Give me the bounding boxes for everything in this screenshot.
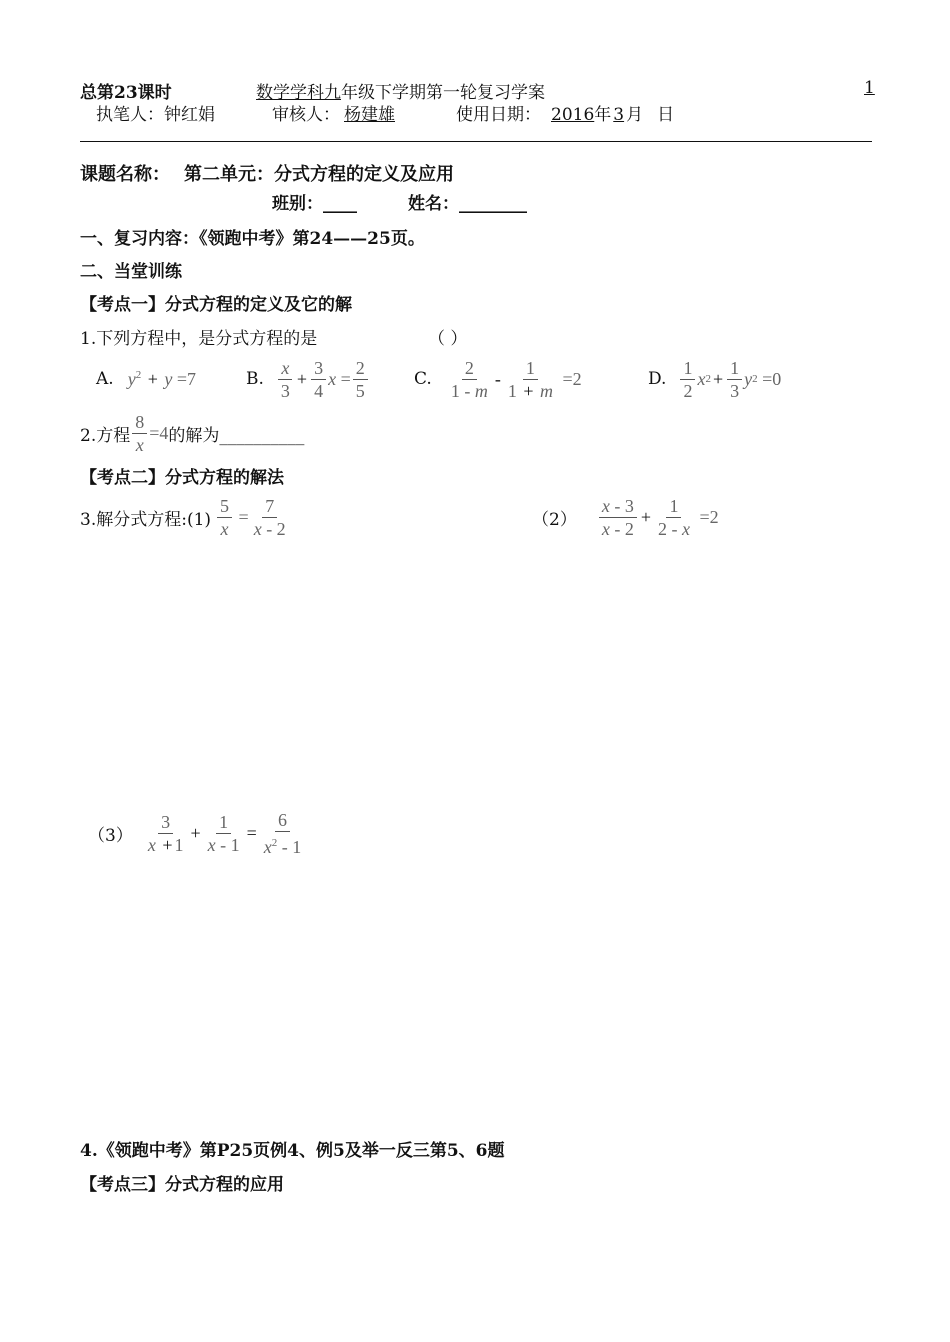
question-4: 4.《领跑中考》第P25页例4、例5及举一反三第5、6题: [80, 1141, 505, 1161]
review-content: 一、复习内容：《领跑中考》第24——25页。: [80, 229, 425, 249]
lesson-number: 总第23课时: [80, 83, 172, 103]
date-label: 使用日期：: [456, 105, 541, 125]
question-3-part-1: [80, 492, 291, 542]
question-2-prefix: 2.方程: [80, 425, 131, 446]
grade: 九: [324, 83, 341, 103]
date-year: 2016: [551, 105, 595, 125]
option-d: [648, 355, 781, 403]
reviewer-name: 杨建雄: [344, 105, 395, 125]
subject-suffix: 年级下学期第一轮复习学案: [341, 83, 545, 103]
question-2-suffix: 的解为__________: [168, 425, 305, 446]
question-3-2-formula: $\frac{x - 3}{x - 2}$ + $\frac{1}{2 - x}$ =2: [597, 495, 719, 540]
question-3-label: 3.解分式方程:(1): [80, 509, 212, 530]
option-a-label: A.: [96, 369, 114, 389]
writer: 执笔人：钟红娟: [96, 105, 215, 125]
option-a-formula: $y^2 + y =7$: [127, 368, 196, 389]
date-day-unit: 日: [657, 105, 675, 125]
option-d-label: D.: [648, 369, 667, 389]
question-3-part-3: [88, 808, 306, 858]
question-2-formula: $\frac{8}{x}$ =4: [130, 411, 168, 456]
option-d-formula: $\frac{1}{2}$ x 2 + $\frac{1}{3}$ y 2 =0: [678, 357, 781, 402]
question-3-part-2: [532, 492, 719, 542]
question-1-answer-paren: （ ）: [428, 329, 468, 349]
key-point-2: 【考点二】分式方程的解法: [80, 468, 284, 488]
option-b-label: B.: [246, 369, 264, 389]
option-c-formula: $\frac{2}{1 - m}$ - $\frac{1}{1 + m}$ =2: [450, 357, 582, 401]
key-point-1: 【考点一】分式方程的定义及它的解: [80, 295, 352, 315]
question-1: 1.下列方程中，是分式方程的是: [80, 329, 318, 349]
option-c-label: C.: [414, 369, 432, 389]
class-field: 班别：____: [272, 194, 357, 214]
option-a: [96, 355, 196, 403]
option-c: [414, 355, 582, 403]
option-b-formula: $\frac{x}{3}$ + $\frac{3}{4}$ x = $\frac{2}{5}$: [276, 357, 370, 402]
name-field: 姓名：________: [408, 194, 527, 214]
reviewer: [272, 100, 403, 125]
date-year-unit: 年: [594, 105, 612, 125]
option-b: [246, 355, 370, 403]
date-month: 3: [613, 105, 625, 125]
use-date: [456, 100, 674, 125]
title-text: 第二单元：分式方程的定义及应用: [184, 164, 454, 185]
title-label: 课题名称：: [80, 164, 170, 185]
subject-prefix: 数学学科: [256, 83, 324, 103]
header-divider: [80, 141, 872, 142]
section-training: 二、当堂训练: [80, 262, 182, 282]
page-number: 1: [864, 78, 875, 98]
lesson-title: [80, 160, 454, 186]
question-2: [80, 409, 304, 457]
date-month-unit: 月: [626, 105, 644, 125]
question-3-1-formula: $\frac{5}{x}$ = $\frac{7}{x - 2}$: [215, 495, 291, 540]
key-point-3: 【考点三】分式方程的应用: [80, 1175, 284, 1195]
reviewer-label: 审核人：: [272, 105, 340, 125]
question-3-2-label: （2）: [532, 509, 577, 530]
question-3-3-label: （3）: [88, 825, 133, 846]
question-3-3-formula: $\frac{3}{x + 1}$ + $\frac{1}{x - 1}$ = $\frac{6}{x^2 - 1}$: [147, 809, 302, 857]
